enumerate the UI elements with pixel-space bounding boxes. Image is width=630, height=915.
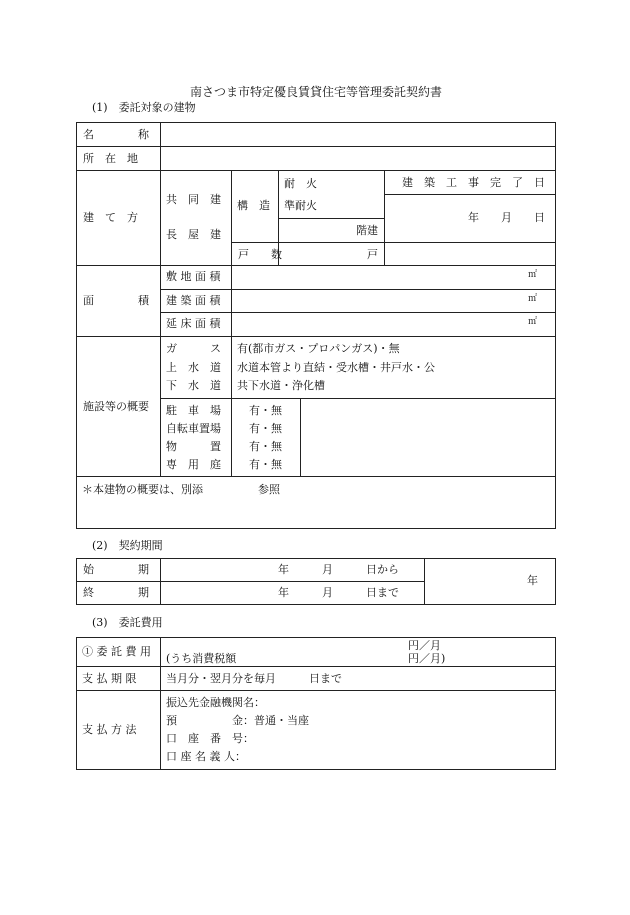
name-label: 名 称 [83, 128, 149, 141]
fireproof-option: 耐 火 [284, 177, 317, 190]
grid-line [76, 528, 555, 529]
grid-line [76, 558, 555, 559]
water-value-line2: 共下水道・浄化槽 [237, 379, 325, 392]
payment-deadline-value: 当月分・翌月分を毎月 日まで [166, 672, 342, 685]
grid-line [76, 604, 555, 605]
storage-value: 有・無 [249, 440, 282, 453]
grid-line [76, 265, 555, 266]
grid-line [160, 398, 555, 399]
section3-heading: (3) 委託費用 [92, 616, 163, 629]
structure-label: 構 造 [237, 199, 270, 212]
fee-tax-label: (うち消費税額 [166, 652, 237, 665]
contract-years: 年 [527, 574, 538, 587]
water-supply-label: 上 水 道 [166, 361, 221, 374]
grid-line [231, 170, 232, 265]
building-area-label: 建 築 面 積 [166, 294, 221, 307]
grid-line [160, 289, 555, 290]
grid-line [76, 690, 555, 691]
grid-line [76, 637, 77, 770]
document-title: 南さつま市特定優良賃貸住宅等管理委託契約書 [190, 85, 443, 99]
bike-parking-label: 自転車置場 [166, 422, 221, 435]
units-label: 戸 数 [238, 248, 282, 261]
address-label: 所 在 地 [83, 152, 138, 165]
facilities-label: 施設等の概要 [83, 400, 149, 413]
gas-label: ガ ス [166, 342, 221, 355]
fee-label: ① 委 託 費 用 [82, 645, 151, 658]
grid-line [76, 637, 555, 638]
grid-line [555, 637, 556, 770]
bike-parking-value: 有・無 [249, 422, 282, 435]
grid-line [76, 558, 77, 605]
grid-line [555, 558, 556, 605]
grid-line [76, 476, 555, 477]
semi-fireproof-option: 準耐火 [284, 199, 317, 212]
start-period-value: 年 月 日から [278, 563, 399, 576]
account-holder-label: 口 座 名 義 人： [166, 750, 246, 763]
sewer-label: 下 水 道 [166, 379, 221, 392]
completion-date-label: 建 築 工 事 完 了 日 [402, 176, 545, 189]
fee-value: 円／月 [408, 639, 441, 652]
grid-line [160, 558, 161, 605]
end-period-label: 終 期 [83, 586, 149, 599]
units-suffix: 戸 [367, 248, 378, 261]
grid-line [300, 398, 301, 476]
grid-line [76, 581, 424, 582]
floors-label: 階建 [356, 224, 378, 237]
grid-line [76, 122, 77, 529]
payment-deadline-label: 支 払 期 限 [82, 672, 137, 685]
deposit-type-label: 預 金：普通・当座 [166, 714, 309, 727]
parking-value: 有・無 [249, 404, 282, 417]
garden-label: 専 用 庭 [166, 458, 221, 471]
grid-line [424, 558, 425, 605]
bank-name-label: 振込先金融機関名： [166, 696, 265, 709]
water-value-line1: 水道本管より直結・受水槽・井戸水・公 [237, 361, 435, 374]
grid-line [555, 122, 556, 529]
building-area-unit: ㎡ [528, 294, 538, 304]
site-area-unit: ㎡ [528, 270, 538, 280]
grid-line [76, 170, 555, 171]
payment-method-label: 支 払 方 法 [82, 723, 137, 736]
nagaya-label: 長 屋 建 [166, 228, 221, 241]
grid-line [384, 194, 555, 195]
floor-area-unit: ㎡ [528, 317, 538, 327]
grid-line [231, 242, 555, 243]
fee-tax-value: 円／月) [408, 652, 446, 665]
area-label: 面 積 [83, 294, 149, 307]
grid-line [160, 637, 161, 770]
grid-line [76, 666, 555, 667]
grid-line [384, 170, 385, 265]
section1-heading: (1) 委託対象の建物 [92, 101, 196, 114]
grid-line [231, 336, 232, 476]
grid-line [231, 265, 232, 336]
grid-line [76, 336, 555, 337]
grid-line [160, 122, 161, 476]
grid-line [76, 122, 555, 123]
build-type-label: 建 て 方 [83, 211, 138, 224]
start-period-label: 始 期 [83, 563, 149, 576]
account-number-label: 口 座 番 号： [166, 732, 254, 745]
grid-line [278, 218, 384, 219]
gas-value: 有(都市ガス・プロパンガス)・無 [237, 342, 400, 355]
garden-value: 有・無 [249, 458, 282, 471]
site-area-label: 敷 地 面 積 [166, 270, 221, 283]
grid-line [76, 769, 555, 770]
section2-heading: (2) 契約期間 [92, 539, 163, 552]
end-period-value: 年 月 日まで [278, 586, 399, 599]
grid-line [76, 146, 555, 147]
building-note: ＊本建物の概要は、別添 参照 [82, 483, 280, 496]
storage-label: 物 置 [166, 440, 221, 453]
kyodo-label: 共 同 建 [166, 193, 221, 206]
completion-date-value: 年 月 日 [468, 211, 545, 224]
floor-area-label: 延 床 面 積 [166, 317, 221, 330]
parking-label: 駐 車 場 [166, 404, 221, 417]
grid-line [160, 312, 555, 313]
